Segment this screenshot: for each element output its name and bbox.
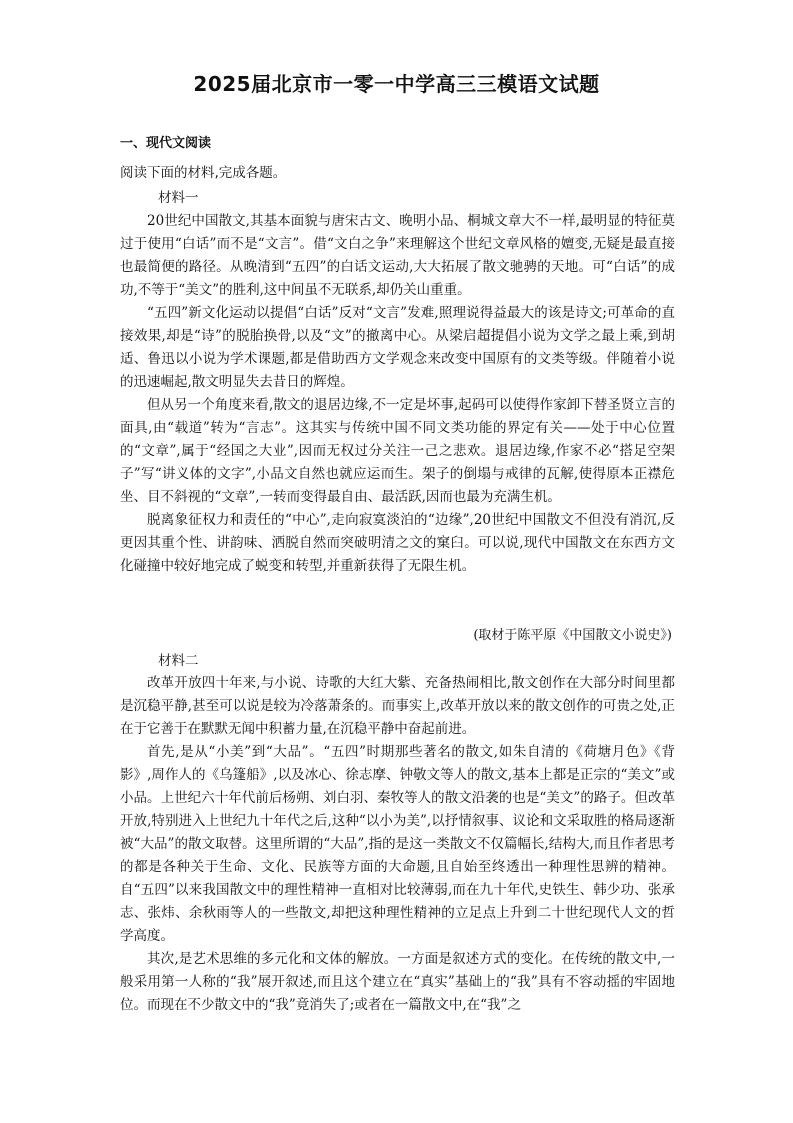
material-two-label: 材料二: [158, 653, 199, 669]
paragraph: 20世纪中国散文,其基本面貌与唐宋古文、晚明小品、桐城文章大不一样,最明显的特征莫过于使用“白话”而不是“文言”。借“文白之争”来理解这个世纪文章风格的嬗变,无疑是最直接也最简便的路径。从晚清到“五四”的白话文运动,大大拓展了散文驰骋的天地。可“白话”的成功,不等于“美文”的胜利,这中间虽不无联系,却仍关山重重。: [120, 213, 675, 298]
paragraph: 改革开放四十年来,与小说、诗歌的大红大紫、充备热闹相比,散文创作在大部分时间里都是沉稳平静,甚至可以说是较为冷落萧条的。而事实上,改革开放以来的散文创作的可贵之处,正在于它善于在默默无闻中积蓄力量,在沉稳平静中奋起前进。: [120, 675, 675, 737]
section-heading: 一、现代文阅读: [120, 136, 212, 151]
material-one-label: 材料一: [158, 190, 199, 206]
source-citation: (取材于陈平原《中国散文小说史》): [473, 628, 672, 643]
paragraph: “五四”新文化运动以提倡“白话”反对“文言”发难,照理说得益最大的该是诗文;可革命的直接效果,却是“诗”的脱胎换骨,以及“文”的撤离中心。从梁启超提倡小说为文学之最上乘,到胡适、鲁迅以小说为学术课题,都是借助西方文学观念来改变中国原有的文类等级。伴随着小说的迅速崛起,散文明显失去昔日的辉煌。: [120, 305, 675, 390]
paragraph: 首先,是从“小美”到“大品”。“五四”时期那些著名的散文,如朱自清的《荷塘月色》《背影》,周作人的《乌篷船》,以及冰心、徐志摩、钟敬文等人的散文,基本上都是正宗的“美文”或小品。上世纪六十年代前后杨朔、刘白羽、秦牧等人的散文沿袭的也是“美文”的路子。但改革开放,特别进入上世纪九十年代之后,这种“以小为美”,以抒情叙事、议论和文采取胜的格局逐渐被“大品”的散文取替。这里所谓的“大品”,指的是这一类散文不仅篇幅长,结构大,而且作者思考的都是各种关于生命、文化、民族等方面的大命题,且自始至终透出一种理性思辨的精神。自“五四”以来我国散文中的理性精神一直相对比较薄弱,而在九十年代,史铁生、韩少功、张承志、张炜、余秋雨等人的一些散文,却把这种理性精神的立足点上升到二十世纪现代人文的哲学高度。: [120, 744, 675, 944]
material-two-body: [120, 672, 675, 1017]
paragraph: 但从另一个角度来看,散文的退居边缘,不一定是坏事,起码可以使得作家卸下替圣贤立言的面具,由“载道”转为“言志”。这其实与传统中国不同文类功能的界定有关——处于中心位置的“文章”,属于“经国之大业”,因而无权过分关注一己之悲欢。退居边缘,作家不必“搭足空架子”写“讲义体的文字”,小品文自然也就应运而生。架子的倒塌与戒律的瓦解,使得原本正襟危坐、目不斜视的“文章”,一转而变得最自由、最活跃,因而也最为充满生机。: [120, 397, 675, 505]
reading-instruction: 阅读下面的材料,完成各题。: [120, 165, 287, 181]
page-title: 2025届北京市一零一中学高三三模语文试题: [193, 72, 600, 96]
material-one-body: [120, 210, 675, 578]
paragraph: 脱离象征权力和责任的“中心”,走向寂寞淡泊的“边缘”,20世纪中国散文不但没有消沉,反更因其重个性、讲韵味、洒脱自然而突破明清之文的窠臼。可以说,现代中国散文在东西方文化碰撞中较好地完成了蜕变和转型,并重新获得了无限生机。: [120, 512, 675, 574]
paragraph: 其次,是艺术思维的多元化和文体的解放。一方面是叙述方式的变化。在传统的散文中,一般采用第一人称的“我”展开叙述,而且这个建立在“真实”基础上的“我”具有不容动摇的牢固地位。而现在不少散文中的“我”竟消失了;或者在一篇散文中,在“我”之: [120, 951, 675, 1013]
